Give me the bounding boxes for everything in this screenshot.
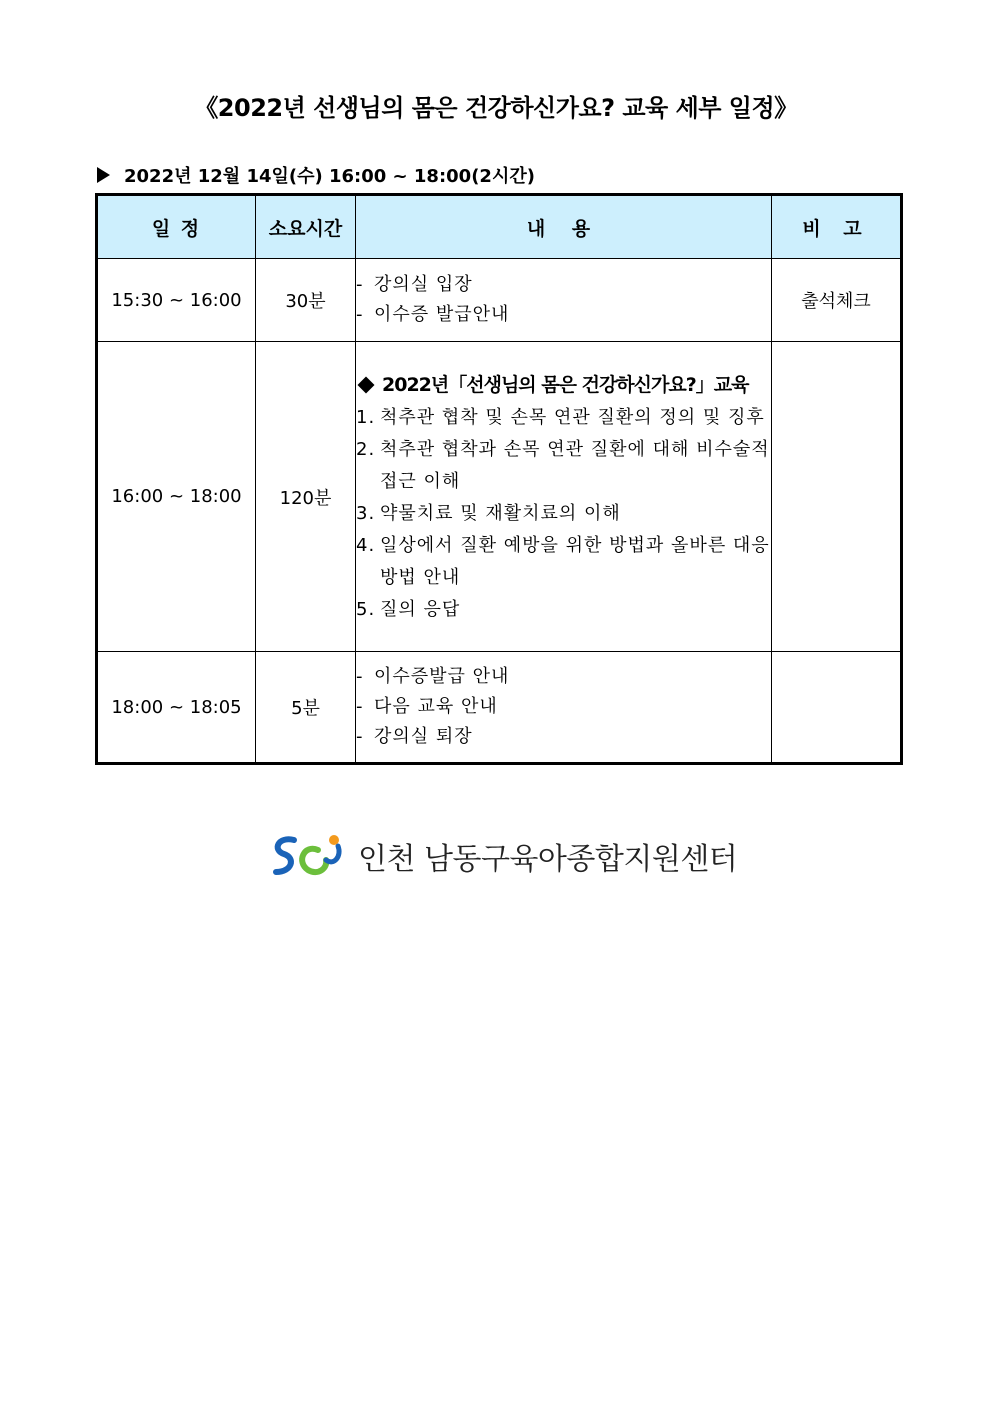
list-item: 3. 약물치료 및 재활치료의 이해	[356, 502, 621, 524]
row-time: 16:00 ~ 18:00	[97, 342, 256, 652]
header-schedule: 일 정	[97, 195, 256, 259]
list-item: - 이수증 발급안내	[356, 304, 510, 325]
topic-heading: 2022년「선생님의 몸은 건강하신가요?」교육	[356, 368, 771, 402]
table-header-row	[97, 195, 902, 259]
list-item: - 다음 교육 안내	[356, 696, 498, 717]
row-time: 18:00 ~ 18:05	[97, 652, 256, 764]
list-item: - 강의실 퇴장	[356, 726, 473, 747]
list-item: 4. 일상에서 질환 예방을 위한 방법과 올바른 대응 방법 안내	[356, 534, 770, 588]
list-item: - 강의실 입장	[356, 274, 473, 295]
row-duration: 120분	[256, 342, 356, 652]
list-item: 5. 질의 응답	[356, 598, 461, 620]
header-content: 내 용	[356, 195, 772, 259]
row-note	[772, 342, 902, 652]
date-text: 2022년 12월 14일(수) 16:00 ~ 18:00(2시간)	[124, 166, 535, 187]
list-item: 1. 척추관 협착 및 손목 연관 질환의 정의 및 징후	[356, 406, 765, 428]
table-row	[97, 652, 902, 764]
document-title: 《2022년 선생님의 몸은 건강하신가요? 교육 세부 일정》	[194, 94, 798, 122]
header-duration: 소요시간	[256, 195, 356, 259]
header-remarks: 비 고	[772, 195, 902, 259]
triangle-bullet-icon	[97, 167, 110, 183]
list-item: 2. 척추관 협착과 손목 연관 질환에 대해 비수술적 접근 이해	[356, 438, 770, 492]
row-content	[356, 342, 772, 652]
row-note: 출석체크	[772, 259, 902, 342]
row-duration: 30분	[256, 259, 356, 342]
diamond-bullet-icon	[358, 376, 375, 393]
list-item: - 이수증발급 안내	[356, 666, 510, 687]
schedule-table	[95, 193, 903, 765]
center-logo-icon	[268, 832, 348, 880]
row-content	[356, 259, 772, 342]
row-duration: 5분	[256, 652, 356, 764]
date-line	[97, 162, 535, 188]
org-name: 인천 남동구육아종합지원센터	[358, 842, 738, 877]
row-note	[772, 652, 902, 764]
table-row	[97, 259, 902, 342]
row-content	[356, 652, 772, 764]
footer-logo	[268, 832, 737, 880]
table-row	[97, 342, 902, 652]
row-time: 15:30 ~ 16:00	[97, 259, 256, 342]
